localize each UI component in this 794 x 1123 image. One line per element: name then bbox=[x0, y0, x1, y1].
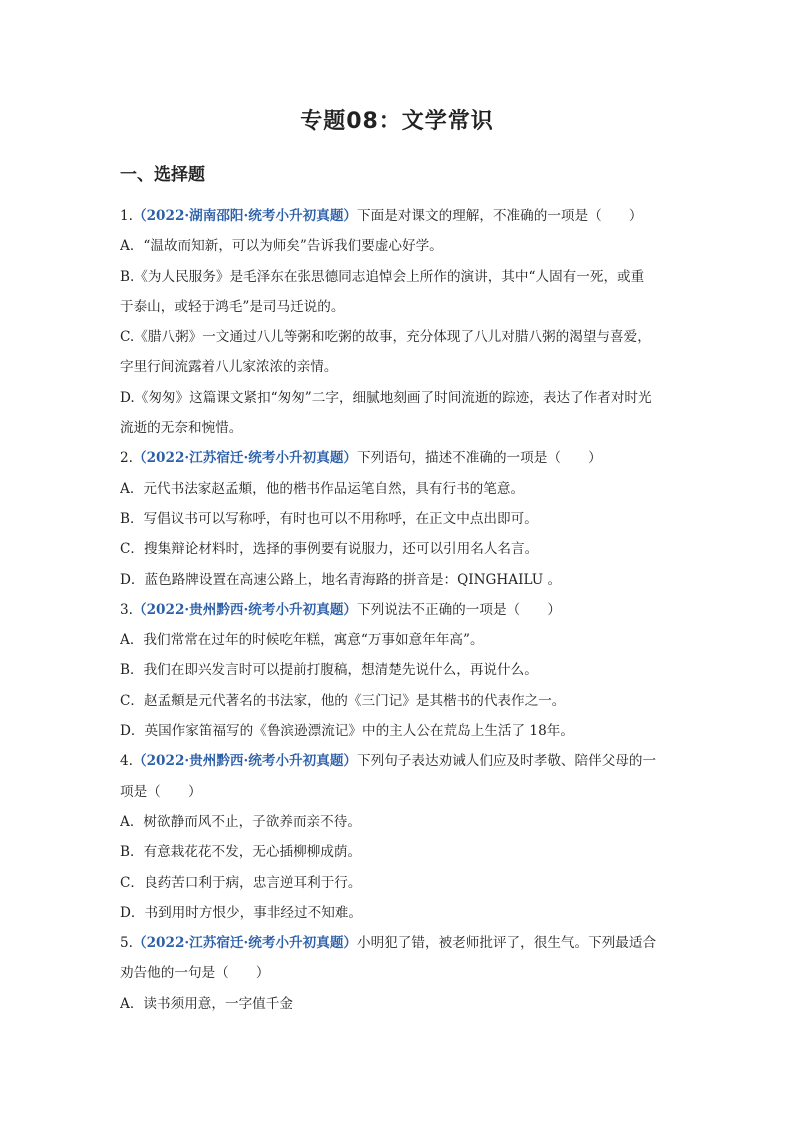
question-source: （2022·湖南邵阳·统考小升初真题） bbox=[132, 208, 358, 224]
option-d: D.《匆匆》这篇课文紧扣“匆匆”二字，细腻地刻画了时间流逝的踪迹，表达了作者对时光 bbox=[120, 389, 652, 406]
question-text: 下列语句，描述不准确的一项是（ ） bbox=[357, 450, 602, 467]
question-number: 3. bbox=[120, 601, 133, 618]
option-c: C．搜集辩论材料时，选择的事例要有说服力，还可以引用名人名言。 bbox=[120, 541, 539, 558]
question-list bbox=[120, 201, 676, 1019]
question-text: 小明犯了错，被老师批评了，很生气。下列最适合 bbox=[357, 935, 657, 952]
question-source: （2022·江苏宿迁·统考小升初真题） bbox=[132, 450, 358, 467]
question-number: 5. bbox=[120, 935, 133, 952]
option-b: B．我们在即兴发言时可以提前打腹稿，想清楚先说什么，再说什么。 bbox=[120, 662, 538, 679]
option-a: A．元代书法家赵孟頫，他的楷书作品运笔自然，具有行书的笔意。 bbox=[120, 480, 525, 497]
question-stem bbox=[120, 443, 676, 473]
option-d: D．英国作家笛福写的《鲁滨逊漂流记》中的主人公在荒岛上生活了 18年。 bbox=[120, 723, 574, 740]
option-c-cont: 字里行间流露着八儿家浓浓的亲情。 bbox=[120, 359, 338, 376]
question-5 bbox=[120, 928, 676, 1019]
question-source: （2022·贵州黔西·统考小升初真题） bbox=[132, 601, 358, 618]
option-a: A．树欲静而风不止，子欲养而亲不待。 bbox=[120, 813, 361, 830]
option-d: D．书到用时方恨少，事非经过不知难。 bbox=[120, 904, 362, 921]
option-b: B．有意栽花花不发，无心插柳柳成荫。 bbox=[120, 844, 362, 861]
option-b: B.《为人民服务》是毛泽东在张思德同志追悼会上所作的演讲，其中“人固有一死，或重 bbox=[120, 268, 645, 285]
question-stem bbox=[120, 928, 676, 958]
question-1 bbox=[120, 201, 676, 443]
option-a: A．“温故而知新，可以为师矣”告诉我们要虚心好学。 bbox=[120, 238, 443, 255]
question-text: 下面是对课文的理解，不准确的一项是（ ） bbox=[357, 208, 643, 224]
question-4 bbox=[120, 746, 676, 928]
question-stem-cont: 项是（ ） bbox=[120, 783, 202, 800]
option-c: C．良药苦口利于病，忠言逆耳利于行。 bbox=[120, 874, 362, 891]
page-title: 专题08：文学常识 bbox=[300, 109, 494, 134]
option-b: B．写倡议书可以写称呼，有时也可以不用称呼，在正文中点出即可。 bbox=[120, 510, 538, 527]
question-stem-cont: 劝告他的一句是（ ） bbox=[120, 965, 270, 982]
option-d-cont: 流逝的无奈和惋惜。 bbox=[120, 420, 243, 437]
option-d: D．蓝色路牌设置在高速公路上，地名青海路的拼音是：QINGHAILU 。 bbox=[120, 571, 562, 588]
question-stem bbox=[120, 201, 676, 231]
question-source: （2022·贵州黔西·统考小升初真题） bbox=[132, 753, 358, 770]
option-c: C.《腊八粥》一文通过八儿等粥和吃粥的故事，充分体现了八儿对腊八粥的渴望与喜爱， bbox=[120, 329, 651, 346]
question-text: 下列说法不正确的一项是（ ） bbox=[357, 601, 561, 618]
question-source: （2022·江苏宿迁·统考小升初真题） bbox=[132, 935, 358, 952]
question-number: 2. bbox=[120, 450, 133, 467]
option-a: A．读书须用意，一字值千金 bbox=[120, 995, 293, 1012]
question-2 bbox=[120, 443, 676, 594]
question-3 bbox=[120, 595, 676, 746]
option-b-cont: 于泰山，或轻于鸿毛”是司马迁说的。 bbox=[120, 298, 345, 315]
section-heading: 一、选择题 bbox=[120, 165, 205, 185]
question-stem bbox=[120, 746, 676, 776]
question-number: 4. bbox=[120, 753, 133, 770]
option-c: C．赵孟頫是元代著名的书法家，他的《三门记》是其楷书的代表作之一。 bbox=[120, 692, 566, 709]
question-stem bbox=[120, 595, 676, 625]
question-text: 下列句子表达劝诫人们应及时孝敬、陪伴父母的一 bbox=[357, 753, 657, 770]
option-a: A．我们常常在过年的时候吃年糕，寓意“万事如意年年高”。 bbox=[120, 632, 484, 649]
question-number: 1. bbox=[120, 208, 133, 224]
